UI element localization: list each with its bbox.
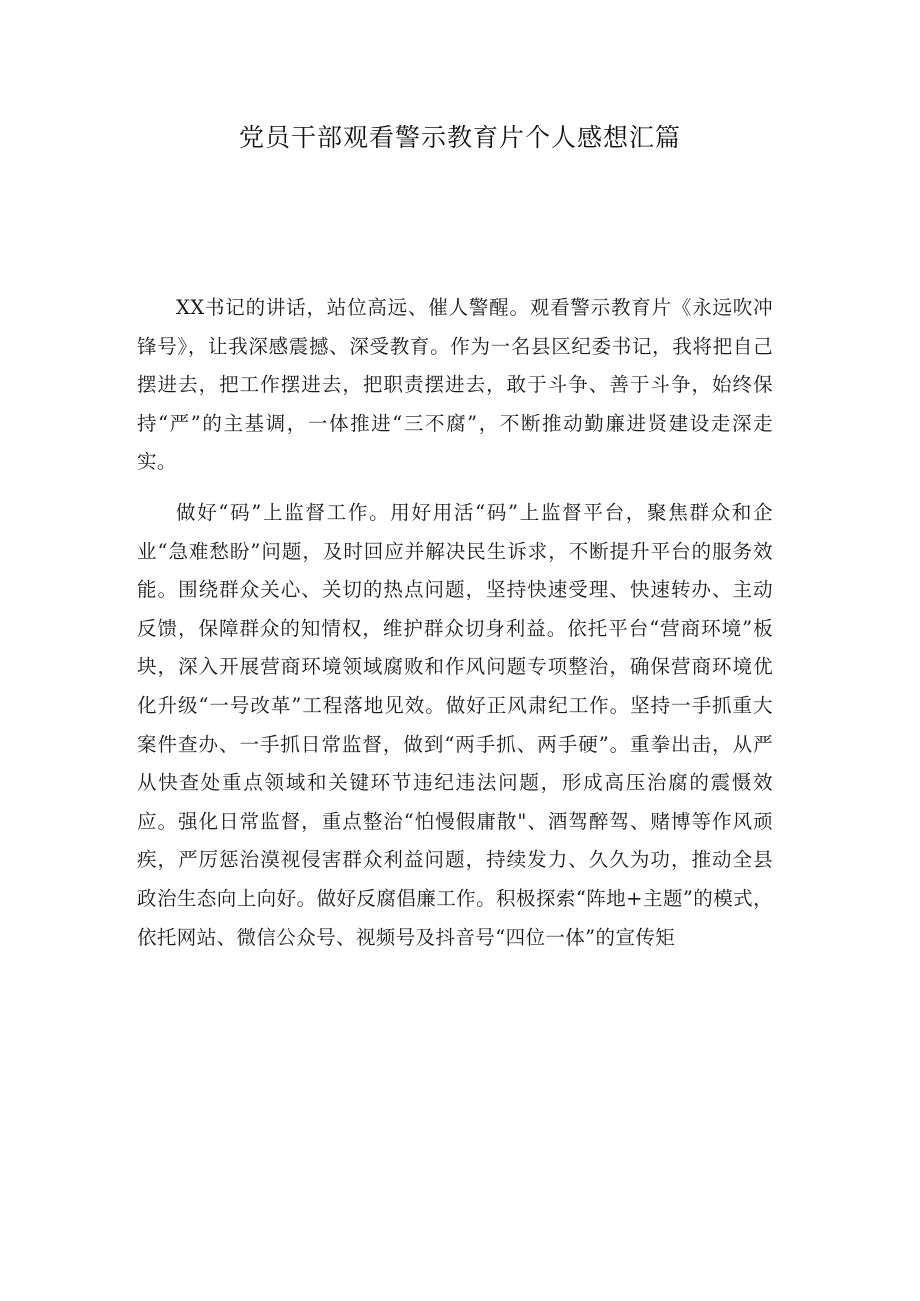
document-body — [137, 289, 773, 957]
paragraph-supervision: 做好“码”上监督工作。用好用活“码”上监督平台，聚焦群众和企业“急难愁盼”问题，及时回应并解决民生诉求，不断提升平台的服务效能。围绕群众关心、关切的热点问题，坚持快速受理、快速转办、主动反馈，保障群众的知情权，维护群众切身利益。依托平台“营商环境”板块，深入开展营商环境领域腐败和作风问题专项整治，确保营商环境优化升级“一号改革”工程落地见效。做好正风肃纪工作。坚持一手抓重大案件查办、一手抓日常监督，做到“两手抓、两手硬”。重拳出击，从严从快查处重点领域和关键环节违纪违法问题，形成高压治腐的震慑效应。强化日常监督，重点整治“怕慢假庸散"、酒驾醉驾、赌博等作风顽疾，严厉惩治漠视侵害群众利益问题，持续发力、久久为功，推动全县政治生态向上向好。做好反腐倡廉工作。积极探索“阵地+主题”的模式，依托网站、微信公众号、视频号及抖音号“四位一体”的宣传矩 — [137, 500, 773, 949]
paragraph-intro: XX书记的讲话，站位高远、催人警醒。观看警示教育片《永远吹冲锋号》，让我深感震撼、深受教育。作为一名县区纪委书记，我将把自己摆进去，把工作摆进去，把职责摆进去，敢于斗争、善于斗争，始终保持“严”的主基调，一体推进“三不腐”，不断推动勤廉进贤建设走深走实。 — [137, 296, 773, 474]
document-title: 党员干部观看警示教育片个人感想汇篇 — [238, 123, 681, 152]
